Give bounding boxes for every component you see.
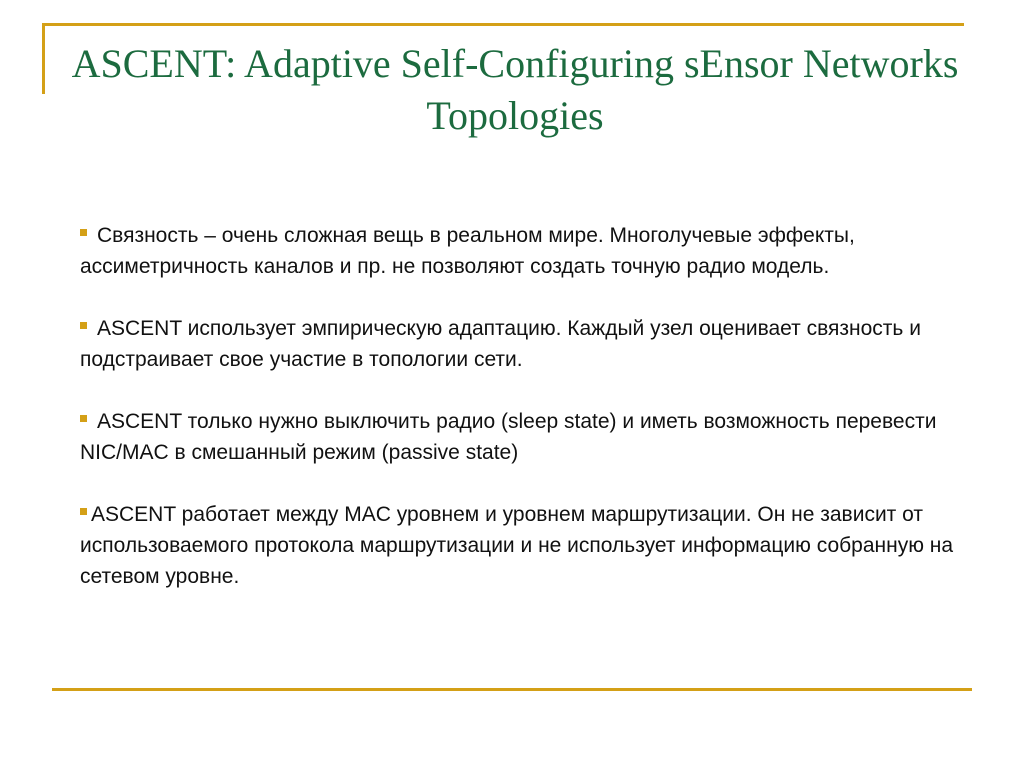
- square-bullet-icon: [80, 415, 87, 422]
- slide-body: [80, 220, 960, 623]
- frame-bottom-rule: [52, 688, 972, 691]
- bullet-text: ASCENT только нужно выключить радио (sleep state) и иметь возможность перевести NIC/MAC в смешанный режим (passive state): [80, 410, 937, 464]
- square-bullet-icon: [80, 508, 87, 515]
- frame-top-rule: [42, 23, 964, 26]
- square-bullet-icon: [80, 229, 87, 236]
- square-bullet-icon: [80, 322, 87, 329]
- bullet-item: [80, 406, 960, 468]
- slide-title: ASCENT: Adaptive Self-Configuring sEnsor Networks Topologies: [71, 41, 959, 138]
- bullet-text: ASCENT использует эмпирическую адаптацию. Каждый узел оценивает связность и подстраивает свое участие в топологии сети.: [80, 317, 921, 371]
- bullet-text: Связность – очень сложная вещь в реальном мире. Многолучевые эффекты, ассиметричность каналов и пр. не позволяют создать точную радио модель.: [80, 224, 855, 278]
- bullet-item: [80, 313, 960, 375]
- bullet-text: ASCENT работает между MAC уровнем и уровнем маршрутизации. Он не зависит от использоваемого протокола маршрутизации и не использует информацию собранную на сетевом уровне.: [80, 503, 954, 588]
- bullet-item: [80, 499, 960, 592]
- bullet-item: [80, 220, 960, 282]
- frame-left-rule: [42, 23, 45, 94]
